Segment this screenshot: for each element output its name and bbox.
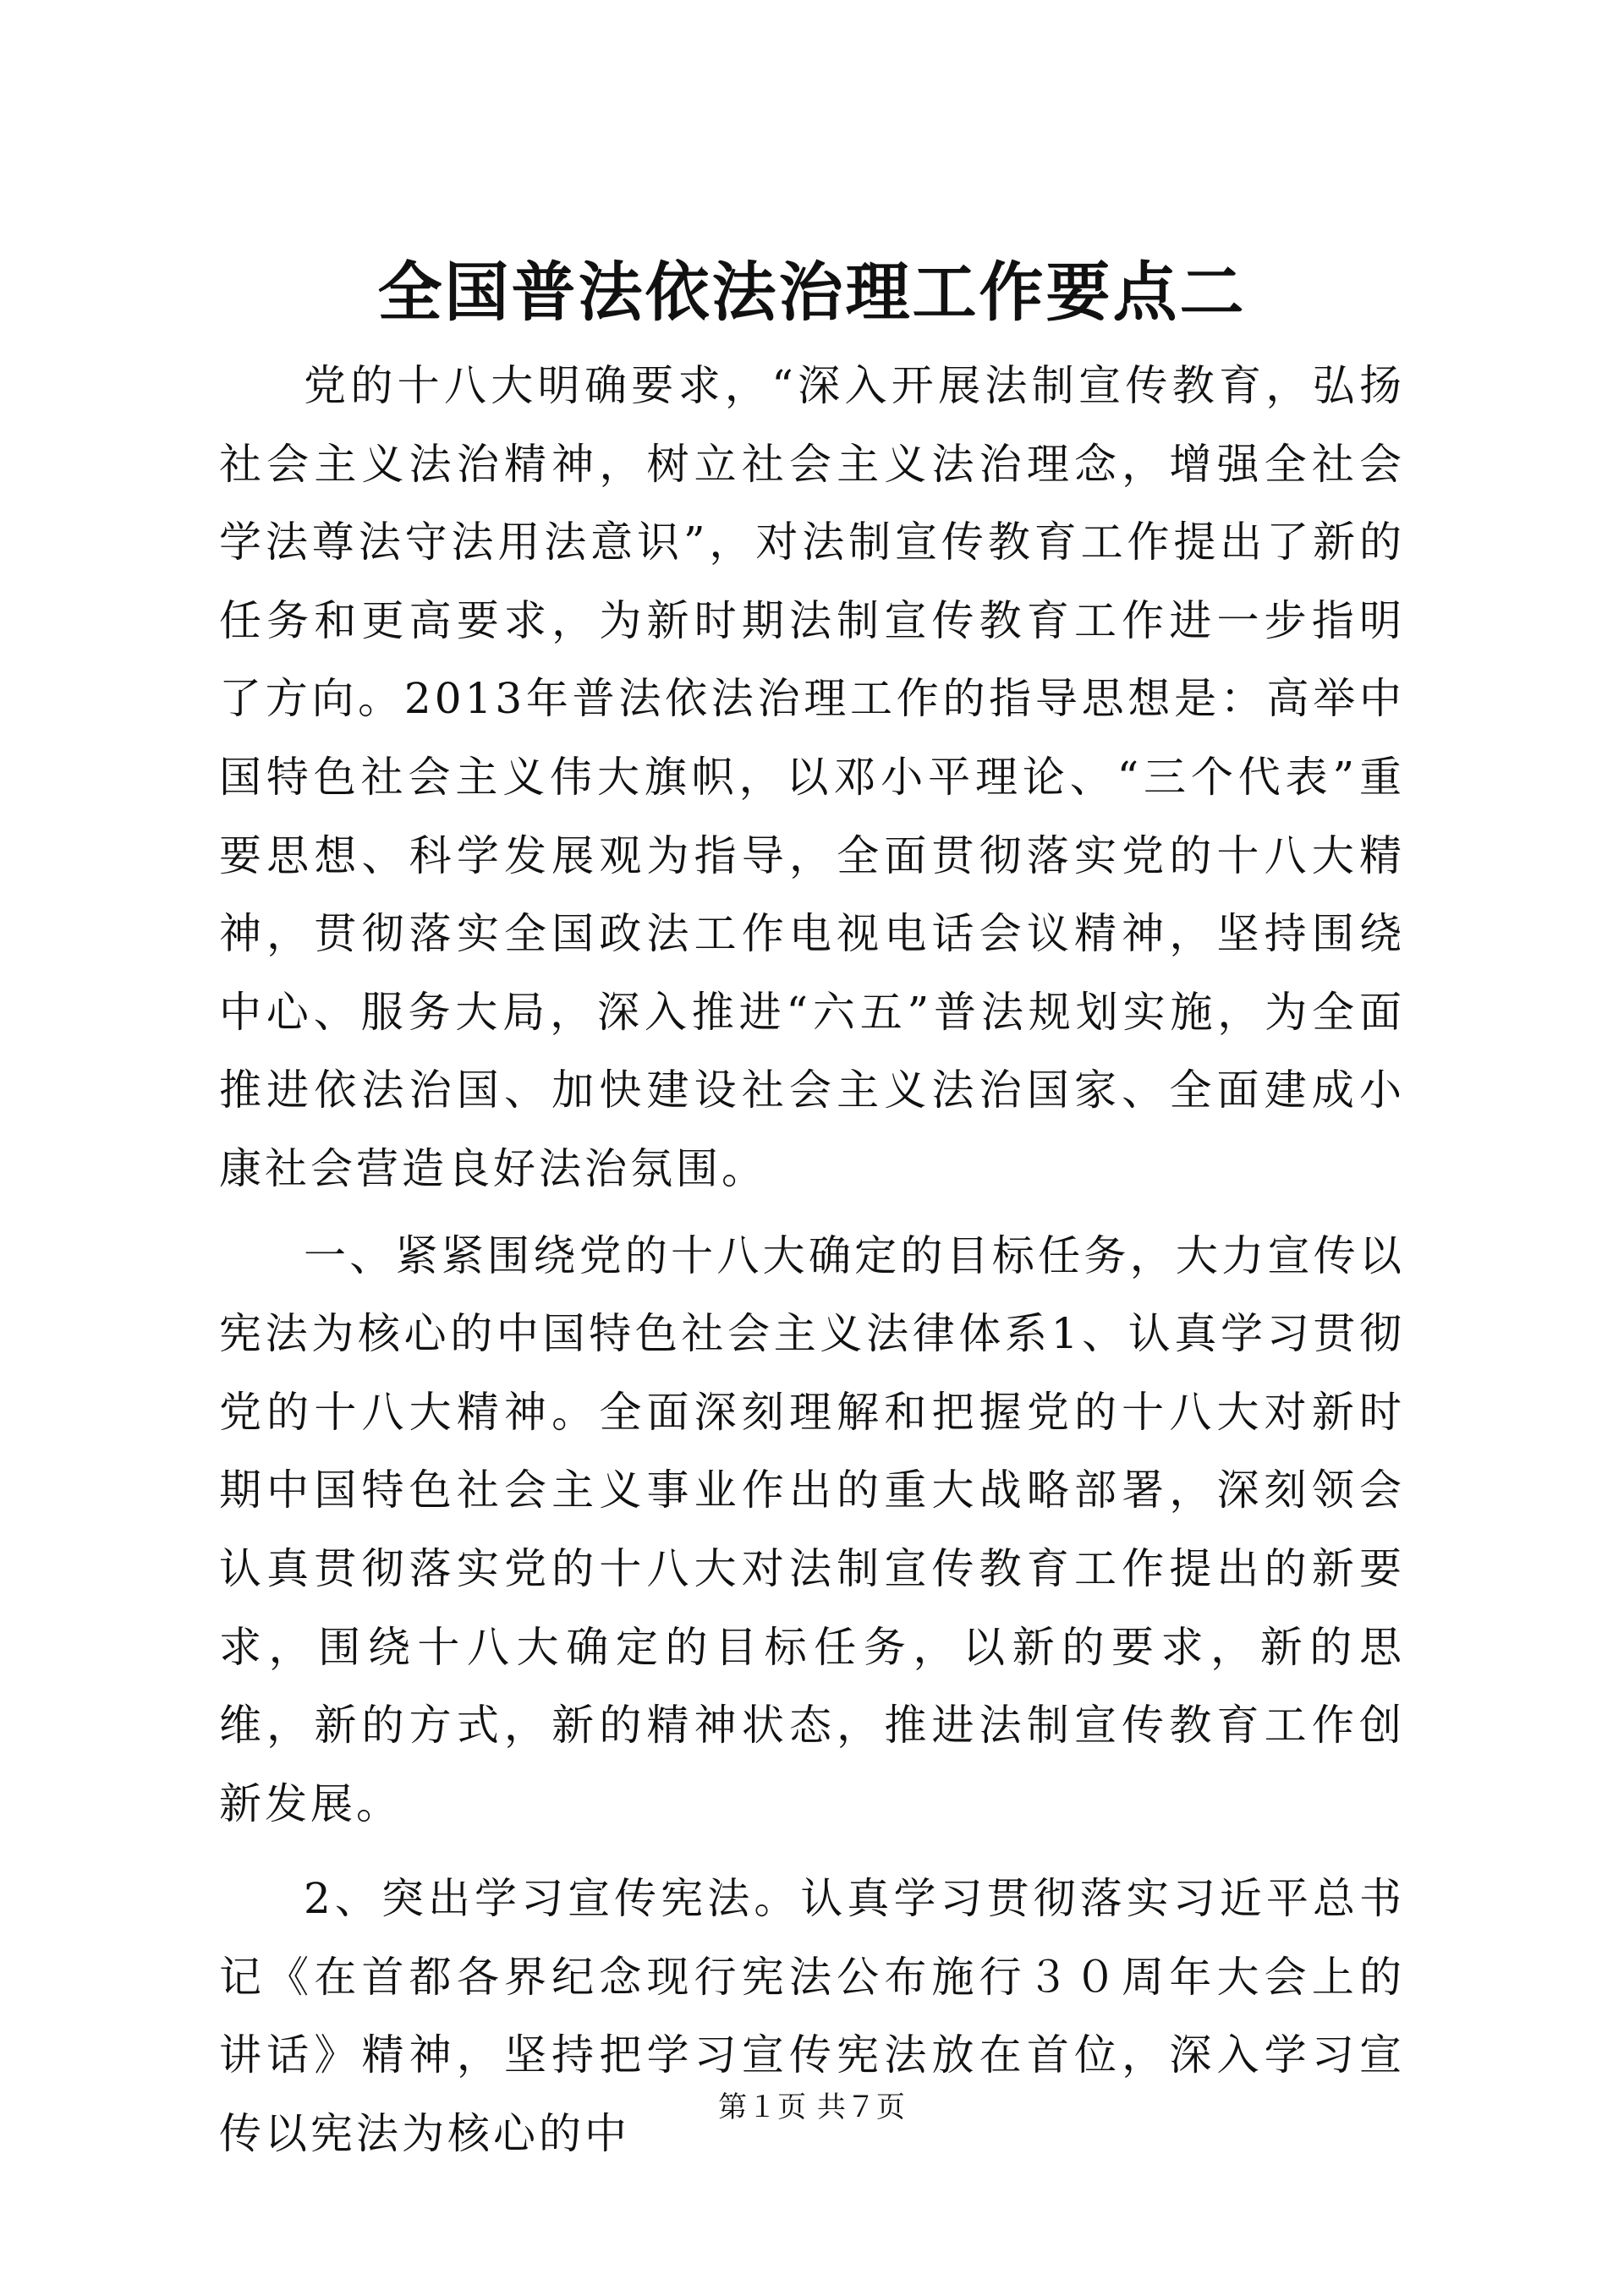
- paragraph-item-two: 2、突出学习宣传宪法。认真学习贯彻落实习近平总书记《在首都各界纪念现行宪法公布施行３０周年大会上的讲话》精神，坚持把学习宣传宪法放在首位，深入学习宣传以宪法为核心的中: [219, 1874, 1405, 2159]
- paragraph-intro: 党的十八大明确要求，“深入开展法制宣传教育，弘扬社会主义法治精神，树立社会主义法治理念，增强全社会学法尊法守法用法意识”，对法制宣传教育工作提出了新的任务和更高要求，为新时期法制宣传教育工作进一步指明了方向。2013年普法依法治理工作的指导思想是：高举中国特色社会主义伟大旗帜，以邓小平理论、“三个代表”重要思想、科学发展观为指导，全面贯彻落实党的十八大精神，贯彻落实全国政法工作电视电话会议精神，坚持围绕中心、服务大局，深入推进“六五”普法规划实施，为全面推进依法治国、加快建设社会主义法治国家、全面建成小康社会营造良好法治氛围。: [219, 361, 1405, 1193]
- document-title: 全国普法依法治理工作要点二: [377, 255, 1247, 330]
- page-footer: 第１页 共７页: [718, 2091, 906, 2124]
- document-body: [219, 347, 1405, 2173]
- paragraph-section-one: 一、紧紧围绕党的十八大确定的目标任务，大力宣传以宪法为核心的中国特色社会主义法律体系1、认真学习贯彻党的十八大精神。全面深刻理解和把握党的十八大对新时期中国特色社会主义事业作出的重大战略部署，深刻领会认真贯彻落实党的十八大对法制宣传教育工作提出的新要求，围绕十八大确定的目标任务，以新的要求，新的思维，新的方式，新的精神状态，推进法制宣传教育工作创新发展。: [219, 1230, 1405, 1828]
